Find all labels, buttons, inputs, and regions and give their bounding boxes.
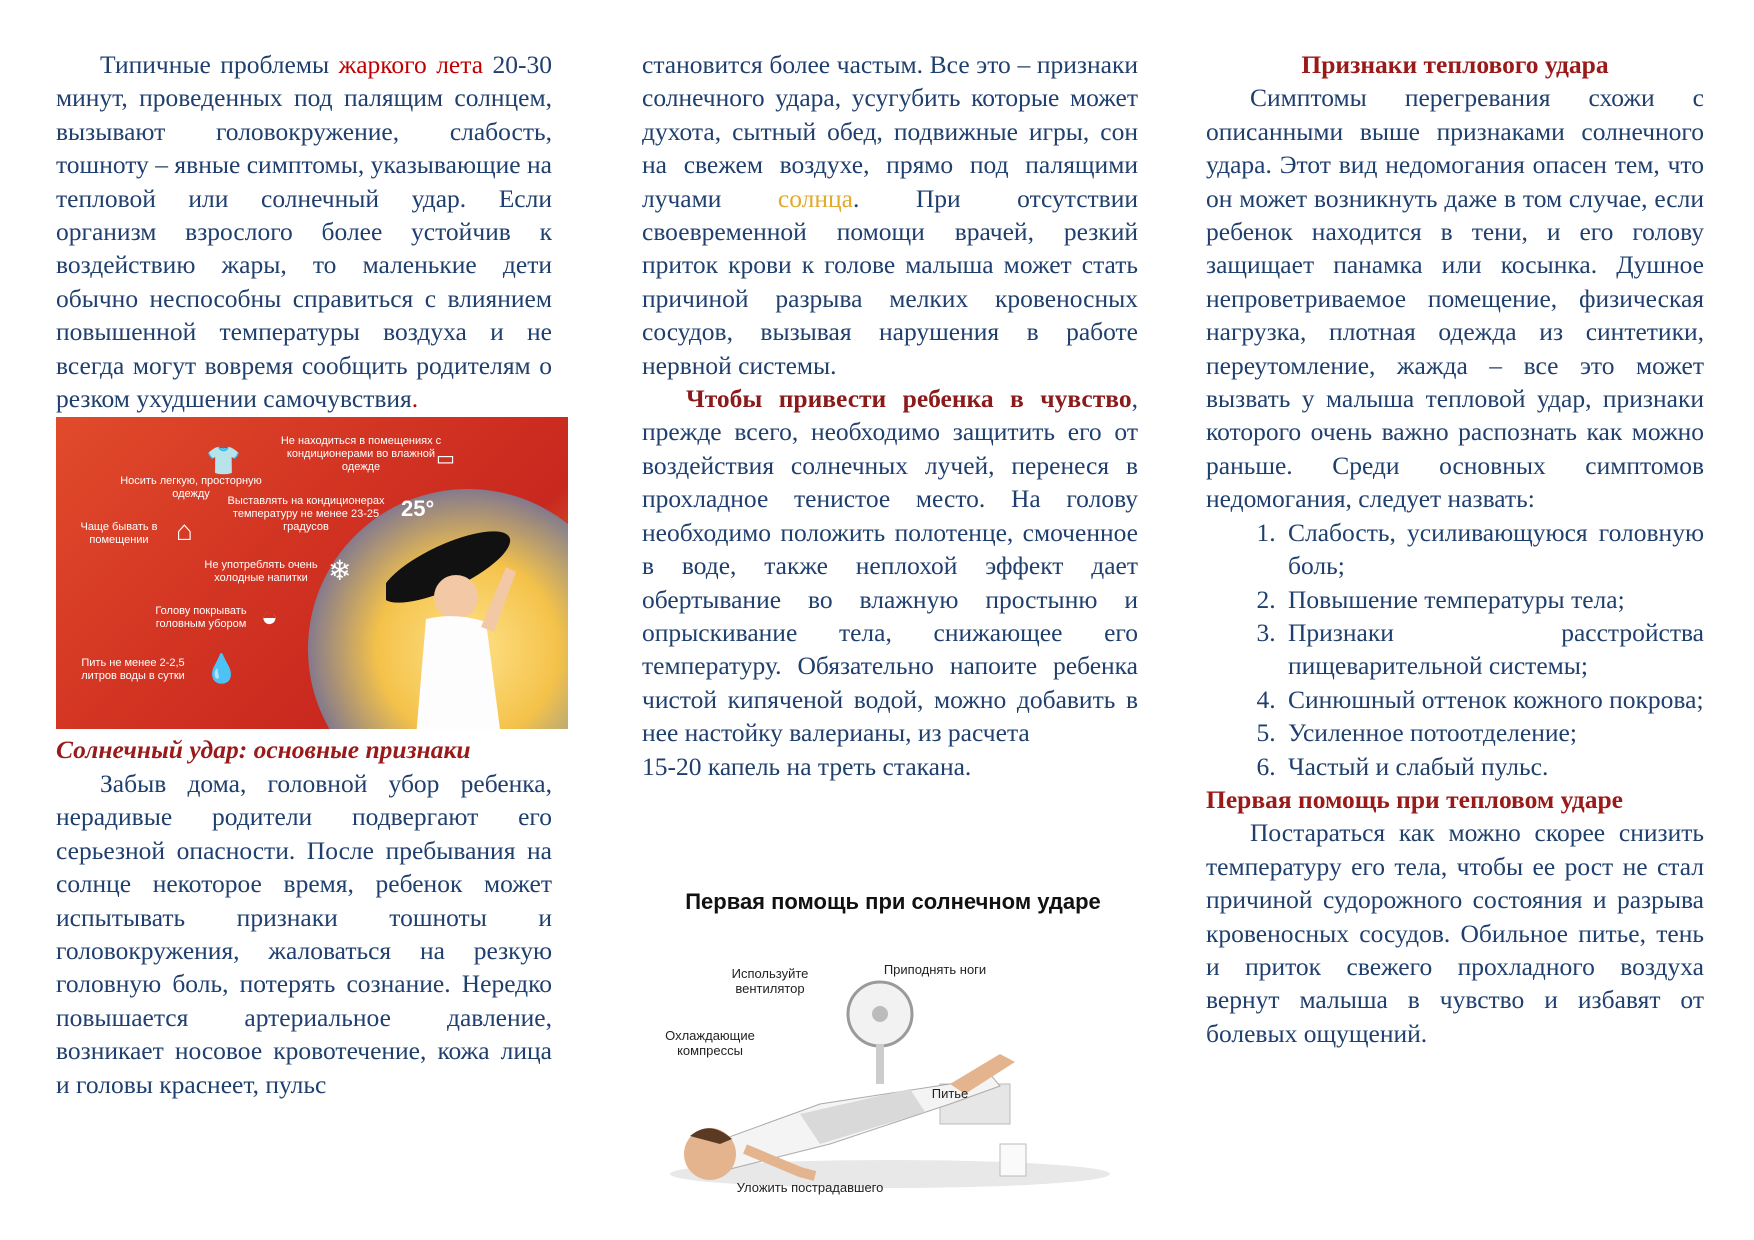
drink-label: Питье — [931, 1086, 969, 1101]
list-item: 2. Повышение температуры тела; — [1282, 583, 1704, 616]
tip-no-cold-drinks: Не употреблять очень холодные напитки — [204, 559, 318, 585]
prevention-infographic — [56, 417, 568, 729]
snowflake-icon: ❄ — [328, 555, 352, 587]
lay-down-label: Уложить пострадавшего — [736, 1180, 884, 1195]
intro-paragraph — [56, 48, 552, 415]
list-item: 5. Усиленное потоотделение; — [1282, 716, 1704, 749]
tip-ac-temperature: Выставлять на кондиционерах температуру не менее 23-25 градусов — [227, 495, 385, 534]
symptoms-list — [1206, 516, 1704, 783]
intro-text-cont: 20-30 минут, проведенных под палящим солнцем, вызывают головокружение, слабость, тошноту – явные симптомы, указывающие на тепловой или солнечный удар. Если организм взрослого более устойчив к воздействию жары, то маленькие дети обычно неспособны справиться с влиянием повышенной температуры воздуха и не всегда могут вовремя сообщить родителям о резком ухудшении самочувствия — [56, 50, 552, 414]
heatstroke-first-aid-paragraph: Постараться как можно скорее снизить температуру его тела, чтобы ее рост не стал причиной судорожного состояния и разрыва кровеносных сосудов. Обильное питье, тень и приток свежего прохладного воздуха вернут малыша в чувство и избавят от болевых ощущений. — [1206, 818, 1704, 1048]
first-aid-illustration — [650, 888, 1136, 1200]
cool-compress-label: Охлаждающие компрессы — [665, 1028, 755, 1058]
tip-cover-head: Голову покрывать головным убором — [155, 605, 247, 631]
recovery-paragraph — [642, 382, 1138, 749]
woman-in-hat-illustration — [386, 527, 536, 729]
list-item: 4. Синюшный оттенок кожного покрова; — [1282, 683, 1704, 716]
hot-summer-link[interactable]: жаркого лета — [338, 50, 484, 79]
water-drop-icon: 💧 — [204, 653, 239, 685]
heatstroke-first-aid-heading: Первая помощь при тепловом ударе — [1206, 784, 1623, 814]
recovery-last-line: 15-20 капель на треть стакана. — [642, 751, 972, 781]
sunstroke-continued-paragraph — [642, 48, 1138, 382]
tip-clothes: Носить легкую, просторную одежду — [120, 475, 262, 501]
heatstroke-paragraph: Симптомы перегревания схожи с описанными выше признаками солнечного удара. Этот вид недомогания опасен тем, что он может возникнуть даже в том случае, если ребенок находится в тени, и его голову защищает панамка или косынка. Душное непроветриваемое помещение, физическая нагрузка, плотная одежда из синтетики, переутомление, жажда – все это может вызвать у малыша тепловой удар, признаки которого очень важно распознать как можно раньше. Среди основных симптомов недомогания, следует назвать: — [1206, 83, 1704, 514]
tip-stay-indoors: Чаще бывать в помещении — [80, 521, 158, 547]
first-aid-title: Первая помощь при солнечном ударе — [685, 889, 1101, 914]
sun-link[interactable]: солнца — [777, 183, 853, 213]
list-item: 1. Слабость, усиливающуюся головную боль; — [1282, 516, 1704, 583]
sunstroke-heading: Солнечный удар: основные признаки — [56, 735, 471, 765]
tip-drink-water: Пить не менее 2-2,5 литров воды в сутки — [81, 657, 185, 683]
intro-text: Типичные проблемы — [100, 50, 339, 79]
house-icon: ⌂ — [176, 515, 193, 547]
column-1 — [56, 48, 552, 1101]
air-conditioner-icon: ▭ — [436, 448, 455, 471]
cap-icon: ◒ — [261, 601, 278, 633]
tip-ac-wet-clothes: Не находиться в помещениях с кондиционерами во влажной одежде — [280, 435, 442, 474]
tshirt-icon: 👕 — [206, 445, 241, 477]
column-3 — [1206, 48, 1704, 1050]
paragraph-text: становится более частым. Все это – признаки солнечного удара, усугубить которые может духота, сытный обед, подвижные игры, сон на свежем воздухе, прямо под палящими лучами — [642, 50, 1138, 213]
paragraph-text-cont: . При отсутствии своевременной помощи врачей, резкий приток крови к голове малыша может стать причиной разрыва мелких кровеносных сосудов, вызывая нарушения в работе нервной системы. — [642, 183, 1139, 380]
raise-legs-label: Приподнять ноги — [883, 962, 987, 977]
sunstroke-paragraph: Забыв дома, головной убор ребенка, нерадивые родители подвергают его серьезной опасности. После пребывания на солнце некоторое время, ребенок может испытывать признаки тошноты и головокружения, жаловаться на резкую головную боль, потерять сознание. Нередко повышается артериальное давление, возникает носовое кровотечение, кожа лица и головы краснеет, пульс — [56, 768, 552, 1099]
thermometer-icon: 25° — [401, 496, 435, 522]
list-item: 3. Признаки расстройства пищеварительной системы; — [1282, 616, 1704, 683]
list-item: 6. Частый и слабый пульс. — [1282, 750, 1704, 783]
intro-dot: . — [411, 384, 419, 414]
heatstroke-heading: Признаки теплового удара — [1301, 50, 1609, 79]
column-2 — [642, 48, 1138, 783]
recovery-lead: Чтобы привести ребенка в чувство — [686, 384, 1132, 414]
recovery-text: , прежде всего, необходимо защитить его от воздействия солнечных лучей, перенеся в прохладное тенистое место. На голову необходимо положить полотенце, смоченное в воде, также неплохой эффект дает обертывание во влажную простыню и опрыскивание тела, снижающее его температуру. Обязательно напоите ребенка чистой кипяченой водой, можно добавить в нее настойку валерианы, из расчета — [642, 384, 1138, 748]
fan-label: Используйте вентилятор — [731, 966, 809, 996]
